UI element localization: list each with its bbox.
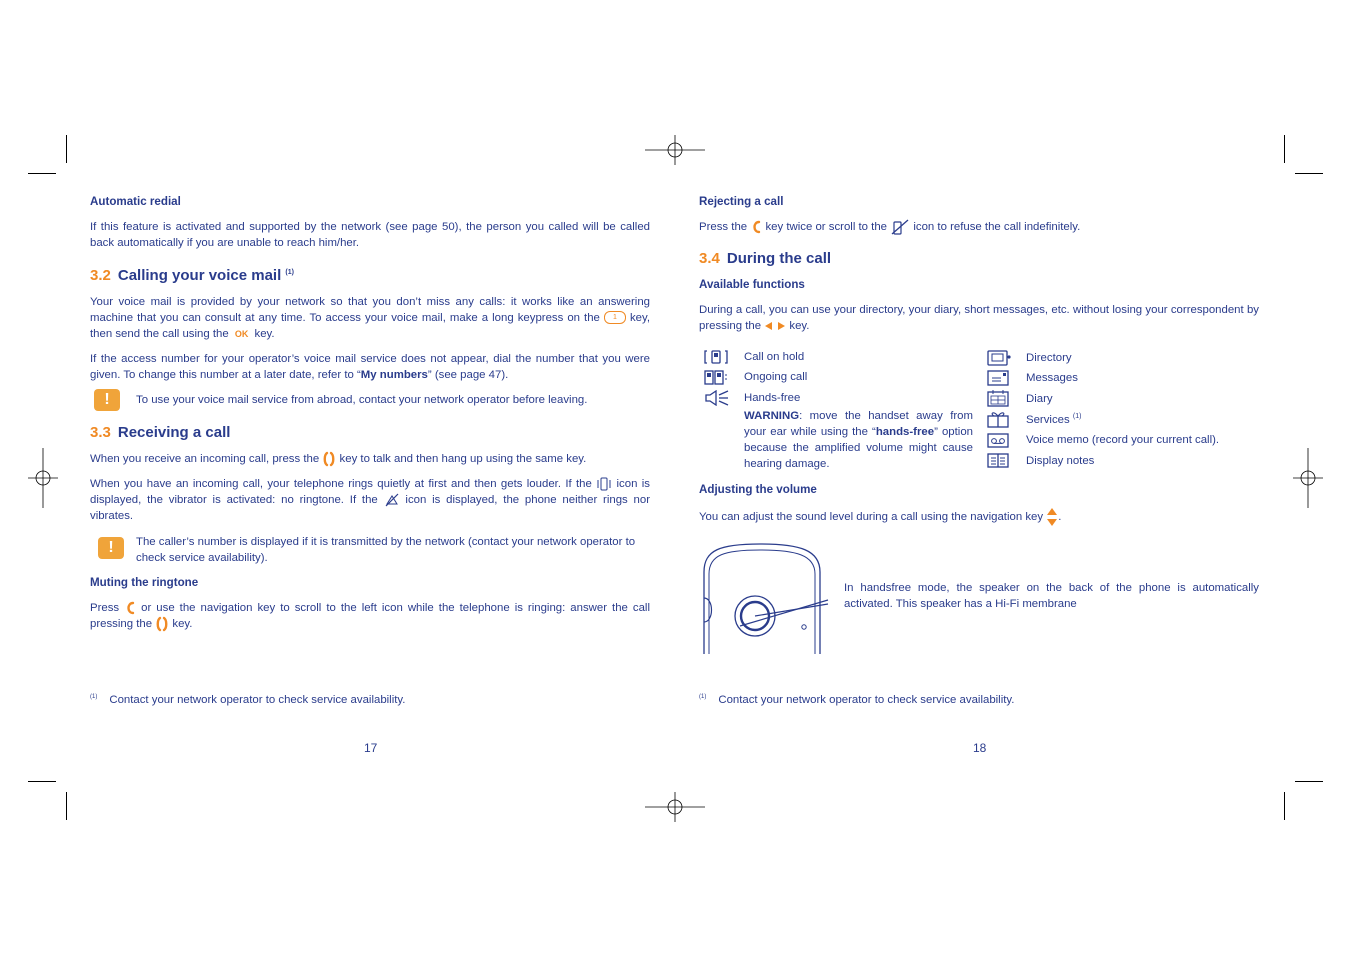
ongoing-call-icon	[704, 369, 728, 386]
services-icon	[987, 410, 1011, 428]
available-functions-text	[699, 302, 1259, 334]
display-notes-icon	[987, 452, 1011, 469]
warning-label: WARNING	[744, 410, 800, 422]
available-functions-heading: Available functions	[699, 278, 805, 291]
function-services-label: Services	[1026, 413, 1070, 426]
phone-back-illustration	[700, 542, 832, 654]
call-on-hold-icon	[704, 349, 728, 365]
text-run: key to talk and then hang up using the same key.	[339, 453, 587, 466]
section-3-2-heading	[90, 267, 294, 284]
menu-reference: My numbers	[360, 369, 428, 381]
text-run: icon is displayed, the vibrator is activated: no ringtone. If the	[90, 478, 650, 506]
text-run: key, then send the call using the	[90, 312, 650, 341]
voice-memo-icon	[987, 432, 1011, 449]
crop-mark	[66, 792, 67, 820]
function-voice-memo: Voice memo (record your current call).	[1026, 434, 1220, 446]
crop-mark	[28, 781, 56, 782]
hangup-key-icon	[124, 601, 136, 615]
text-run: Press the	[699, 221, 748, 234]
text-run: icon is displayed, the phone neither rings nor vibrates.	[90, 494, 651, 522]
voicemail-paragraph-2	[90, 351, 650, 383]
receiving-paragraph-2	[90, 476, 650, 524]
receiving-note: The caller’s number is displayed if it is transmitted by the network (contact your network operator to check service availability).	[136, 536, 636, 564]
navigation-up-down-icon	[1046, 507, 1058, 527]
rejecting-call-heading: Rejecting a call	[699, 195, 784, 208]
voicemail-key-icon: 1	[604, 311, 626, 324]
registration-mark-right	[1293, 448, 1323, 508]
section-number: 3.3	[90, 424, 111, 441]
silent-icon	[384, 493, 400, 507]
navigation-left-right-icon	[764, 321, 786, 331]
function-display-notes: Display notes	[1026, 455, 1095, 467]
registration-mark-left	[28, 448, 58, 508]
text-run: icon to refuse the call indefinitely.	[913, 221, 1081, 234]
footnote-right	[699, 694, 1014, 706]
messages-icon	[987, 370, 1011, 386]
automatic-redial-text: If this feature is activated and supported by the network (see page 50), the person you called will be called back automatically if you are unable to reach him/her.	[90, 221, 650, 249]
text-run: When you have an incoming call, your telephone rings quietly at first and then gets louder. If the	[90, 478, 592, 490]
text-run: key.	[789, 320, 810, 332]
adjusting-volume-text	[699, 507, 1259, 527]
warning-icon: !	[98, 537, 124, 559]
reject-call-icon	[890, 219, 910, 235]
text-run: When you receive an incoming call, press the	[90, 453, 320, 466]
function-hands-free: Hands-free	[744, 392, 801, 404]
page-number-left: 17	[364, 741, 378, 755]
ok-key-icon: OK	[234, 329, 249, 339]
footnote-mark: (1)	[90, 694, 98, 701]
section-3-3-heading	[90, 424, 230, 441]
automatic-redial-heading: Automatic redial	[90, 195, 181, 208]
handsfree-speaker-text: In handsfree mode, the speaker on the back of the phone is automatically activated. This speaker has a Hi-Fi membrane	[844, 582, 1259, 610]
crop-mark	[1284, 792, 1285, 820]
hands-free-warning	[744, 408, 973, 472]
text-run: key.	[172, 618, 193, 631]
section-title: Receiving a call	[117, 424, 231, 441]
vibrate-icon	[596, 477, 612, 491]
diary-icon	[987, 390, 1011, 407]
crop-mark	[1295, 173, 1323, 174]
text-run: .	[1058, 511, 1062, 524]
text-run: or use the navigation key to scroll to the left icon while the telephone is ringing: answer the call pressing the	[90, 602, 650, 631]
warning-icon: !	[94, 389, 120, 411]
function-ongoing-call: Ongoing call	[744, 371, 808, 383]
registration-mark-top	[645, 135, 705, 165]
footnote-text: Contact your network operator to check service availability.	[718, 694, 1015, 706]
function-directory: Directory	[1026, 352, 1072, 364]
footnote-ref: (1)	[285, 269, 294, 276]
page-number-right: 18	[973, 741, 987, 755]
section-number: 3.4	[699, 250, 720, 267]
footnote-ref: (1)	[1072, 413, 1082, 420]
section-title: Calling your voice mail	[117, 267, 282, 284]
text-run: If the access number for your operator’s voice mail service does not appear, dial the number that you were given. To change this number at a later date, refer to “	[90, 353, 650, 381]
function-diary: Diary	[1026, 393, 1053, 405]
footnote-left	[90, 694, 405, 706]
crop-mark	[1295, 781, 1323, 782]
footnote-mark: (1)	[699, 694, 707, 701]
call-key-icon	[322, 451, 336, 467]
text-run: Press	[90, 602, 120, 614]
text-run: Your voice mail is provided by your network so that you don’t miss any calls: it works like an answering machine that you can consult at any time. To access your voice mail, make a long keypress on the	[90, 296, 650, 324]
crop-mark	[1284, 135, 1285, 163]
text-run: ” (see page 47).	[427, 369, 509, 381]
muting-ringtone-heading: Muting the ringtone	[90, 576, 199, 589]
hangup-key-icon	[750, 220, 762, 234]
option-name: hands-free	[875, 426, 935, 438]
function-services	[1026, 413, 1081, 426]
text-run: : move the handset away from your ear while using the “	[744, 410, 973, 438]
muting-paragraph	[90, 600, 650, 632]
rejecting-call-text	[699, 219, 1259, 235]
adjusting-volume-heading: Adjusting the volume	[699, 483, 817, 496]
registration-mark-bottom	[645, 792, 705, 822]
call-key-icon	[155, 616, 169, 632]
text-run: ” option because the amplified volume might cause hearing damage.	[744, 426, 973, 470]
text-run: key.	[254, 328, 275, 341]
text-run: You can adjust the sound level during a call using the navigation key	[699, 511, 1044, 524]
crop-mark	[28, 173, 56, 174]
function-call-on-hold: Call on hold	[744, 351, 805, 363]
section-title: During the call	[726, 250, 832, 267]
voicemail-paragraph-1	[90, 294, 650, 342]
directory-icon	[987, 350, 1011, 366]
crop-mark	[66, 135, 67, 163]
footnote-text: Contact your network operator to check service availability.	[109, 694, 406, 706]
hands-free-icon	[704, 390, 730, 406]
text-run: key twice or scroll to the	[765, 221, 888, 234]
text-run: During a call, you can use your directory, your diary, short messages, etc. without losing your correspondent by pressing the	[699, 304, 1259, 332]
voicemail-note: To use your voice mail service from abroad, contact your network operator before leaving.	[136, 394, 588, 406]
section-3-4-heading	[699, 250, 831, 267]
receiving-paragraph-1	[90, 451, 650, 467]
section-number: 3.2	[90, 267, 111, 284]
function-messages: Messages	[1026, 372, 1078, 384]
